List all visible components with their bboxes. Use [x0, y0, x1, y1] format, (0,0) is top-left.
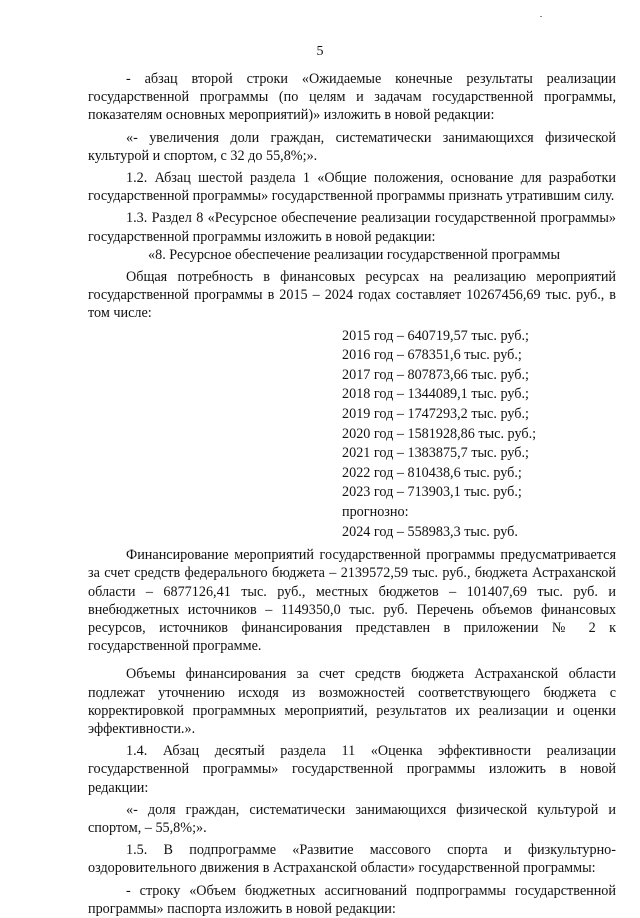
paragraph: 1.2. Абзац шестой раздела 1 «Общие положения, основание для разработки государственной программы» государственной программы признать утратившим силу. [88, 170, 616, 205]
list-item: 2020 год – 1581928,86 тыс. руб.; [342, 425, 537, 442]
paragraph: «- увеличения доли граждан, систематически занимающихся физической культурой и спортом, с 32 до 55,8%;». [88, 129, 616, 164]
list-item: прогнозно: [342, 503, 409, 520]
list-item: 2024 год – 558983,3 тыс. руб. [342, 523, 518, 540]
paragraph: 1.3. Раздел 8 «Ресурсное обеспечение реализации государственной программы» государственной программы изложить в новой редакции: [88, 210, 616, 245]
list-item: 2015 год – 640719,57 тыс. руб.; [342, 327, 529, 344]
list-item: 2016 год – 678351,6 тыс. руб.; [342, 347, 522, 364]
list-item: 2019 год – 1747293,2 тыс. руб.; [342, 406, 529, 423]
paragraph: - строку «Объем бюджетных ассигнований подпрограммы государственной программы» паспорта изложить в новой редакции: [88, 882, 616, 917]
paragraph: Объемы финансирования за счет средств бюджета Астраханской области подлежат уточнению исходя из возможностей соответствующего бюджета с корректировкой программных мероприятий, результатов их реализации и оценки эффективности.». [88, 666, 616, 737]
section-heading: «8. Ресурсное обеспечение реализации государственной программы [148, 246, 561, 263]
list-item: 2018 год – 1344089,1 тыс. руб.; [342, 386, 529, 403]
list-item: 2021 год – 1383875,7 тыс. руб.; [342, 445, 529, 462]
page-number: 5 [316, 44, 324, 59]
paragraph: 1.5. В подпрограмме «Развитие массового спорта и физкультурно-оздоровительного движения в Астраханской области» государственной программы: [88, 842, 616, 877]
paragraph: 1.4. Абзац десятый раздела 11 «Оценка эффективности реализации государственной программы» государственной программы изложить в новой редакции: [88, 743, 616, 796]
list-item: 2023 год – 713903,1 тыс. руб.; [342, 484, 522, 501]
paragraph: Финансирование мероприятий государственной программы предусматривается за счет средств федерального бюджета – 2139572,59 тыс. руб., бюджета Астраханской области – 6877126,41 тыс. руб., местных бюджетов – 101407,69 тыс. руб. и внебюджетных источников – 1149350,0 тыс. руб. Перечень объемов финансовых ресурсов, источников финансирования представлен в приложении № 2 к государственной программе. [88, 547, 616, 655]
list-item: 2022 год – 810438,6 тыс. руб.; [342, 464, 522, 481]
funding-by-year-list [342, 327, 616, 543]
list-item: 2017 год – 807873,66 тыс. руб.; [342, 366, 529, 383]
scan-speck [540, 16, 542, 17]
paragraph: Общая потребность в финансовых ресурсах на реализацию мероприятий государственной программы в 2015 – 2024 годах составляет 10267456,69 тыс. руб., в том числе: [88, 269, 616, 322]
paragraph: «- доля граждан, систематически занимающихся физической культурой и спортом, – 55,8%;». [88, 801, 616, 837]
document-body [88, 70, 616, 918]
paragraph: - абзац второй строки «Ожидаемые конечные результаты реализации государственной программы (по целям и задачам государственной программы, показателям основных мероприятий)» изложить в новой редакции: [88, 71, 616, 124]
